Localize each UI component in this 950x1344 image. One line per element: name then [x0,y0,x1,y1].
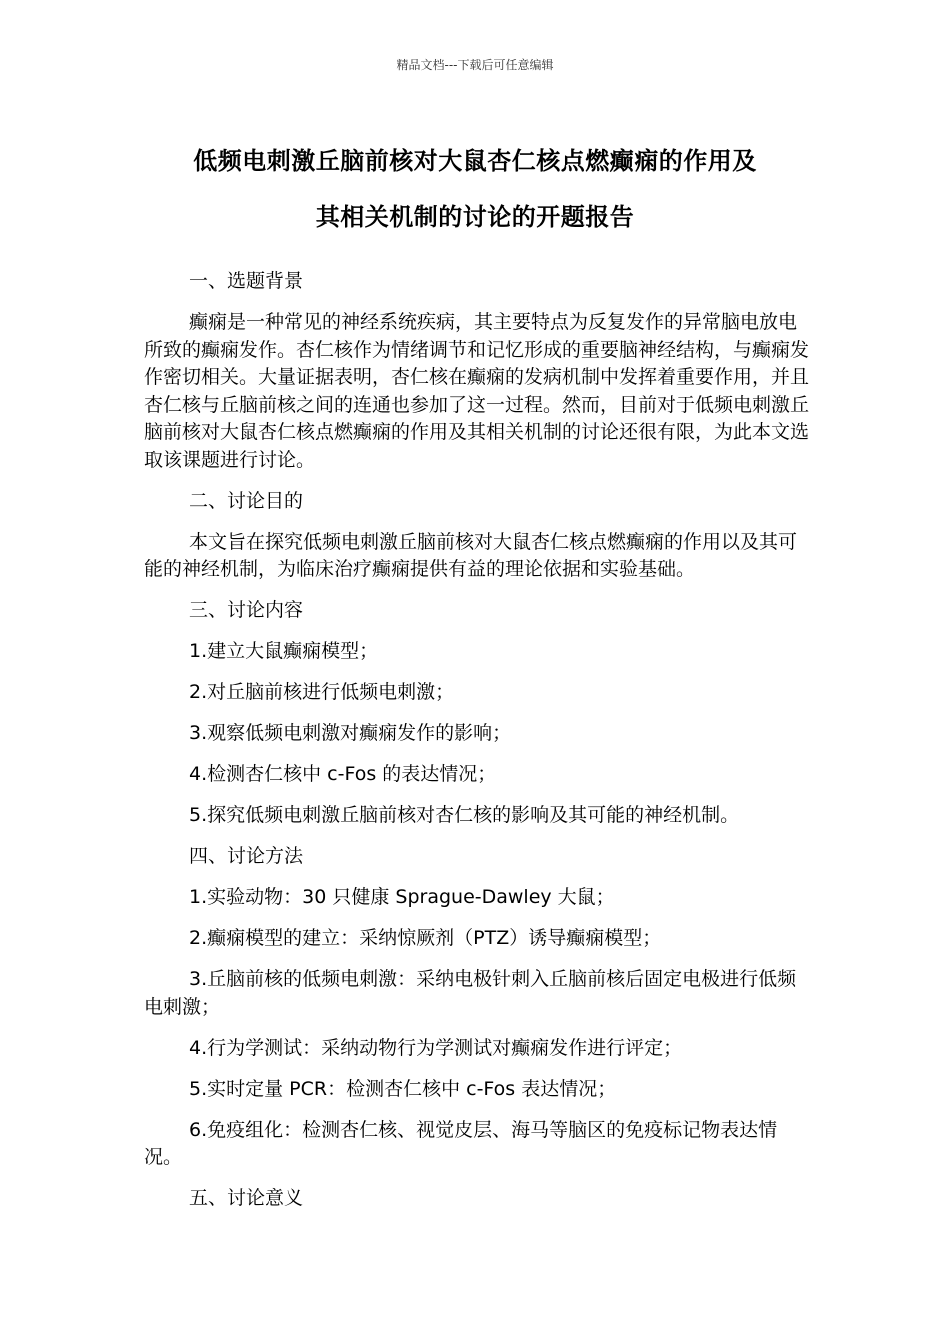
method-item: 4.行为学测试：采纳动物行为学测试对癫痫发作进行评定； [189,1036,683,1059]
section-heading-methods: 四、讨论方法 [189,845,304,867]
title-line-1: 低频电刺激丘脑前核对大鼠杏仁核点燃癫痫的作用及 [193,147,757,175]
method-item: 6.免疫组化：检测杏仁核、视觉皮层、海马等脑区的免疫标记物表达情况。 [144,1118,778,1168]
method-item: 3.丘脑前核的低频电刺激：采纳电极针刺入丘脑前核后固定电极进行低频电刺激； [144,968,797,1018]
section-heading-content: 三、讨论内容 [189,599,304,621]
content-item: 1.建立大鼠癫痫模型； [189,640,379,662]
purpose-paragraph: 本文旨在探究低频电刺激丘脑前核对大鼠杏仁核点燃癫痫的作用以及其可能的神经机制，为临床治疗癫痫提供有益的理论依据和实验基础。 [144,530,798,580]
document-title [120,133,830,245]
content-item: 2.对丘脑前核进行低频电刺激； [189,681,455,703]
content-item: 5.探究低频电刺激丘脑前核对杏仁核的影响及其可能的神经机制。 [189,804,740,826]
title-line-2: 其相关机制的讨论的开题报告 [315,203,635,231]
section-heading-background: 一、选题背景 [189,270,304,292]
method-item: 5.实时定量 PCR：检测杏仁核中 c-Fos 表达情况； [189,1077,617,1100]
content-item: 4.检测杏仁核中 c-Fos 的表达情况； [189,763,497,785]
section-heading-purpose: 二、讨论目的 [189,489,304,512]
page-header: 精品文档---下载后可任意编辑 [396,58,554,72]
method-item: 1.实验动物：30 只健康 Sprague-Dawley 大鼠； [189,886,615,908]
document-body [144,268,809,1213]
method-item: 2.癫痫模型的建立：采纳惊厥剂（PTZ）诱导癫痫模型； [189,927,662,949]
background-paragraph: 癫痫是一种常见的神经系统疾病，其主要特点为反复发作的异常脑电放电所致的癫痫发作。杏仁核作为情绪调节和记忆形成的重要脑神经结构，与癫痫发作密切相关。大量证据表明，杏仁核在癫痫的发病机制中发挥着重要作用，并且杏仁核与丘脑前核之间的连通也参加了这一过程。然而，目前对于低频电刺激丘脑前核对大鼠杏仁核点燃癫痫的作用及其相关机制的讨论还很有限，为此本文选取该课题进行讨论。 [144,311,810,471]
section-heading-significance: 五、讨论意义 [189,1187,304,1209]
content-item: 3.观察低频电刺激对癫痫发作的影响； [189,722,512,744]
